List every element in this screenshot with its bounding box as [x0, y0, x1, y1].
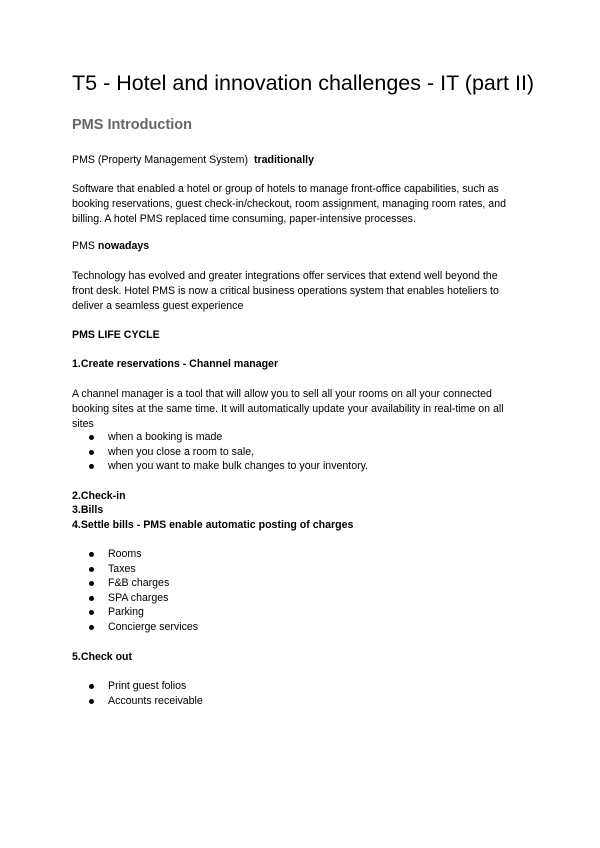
bullet-icon — [89, 464, 94, 469]
bullet-icon — [89, 567, 94, 572]
list-item: Rooms — [72, 547, 198, 562]
traditional-heading-emphasis: traditionally — [253, 154, 314, 166]
nowadays-heading-prefix: PMS — [72, 240, 95, 252]
list-item: Parking — [72, 605, 198, 620]
bullet-icon — [89, 610, 94, 615]
list-item: when a booking is made — [72, 430, 368, 445]
list-item: when you close a room to sale, — [72, 445, 368, 460]
paragraph-line: sites — [72, 418, 94, 430]
bullet-icon — [89, 625, 94, 630]
paragraph-line: A channel manager is a tool that will allow you to sell all your rooms on all your connected — [72, 388, 492, 400]
list-item: when you want to make bulk changes to your inventory. — [72, 459, 368, 474]
step3-heading: 3.Bills — [72, 504, 104, 516]
paragraph-line: Technology has evolved and greater integrations offer services that extend well beyond the — [72, 270, 498, 282]
step2-heading: 2.Check-in — [72, 490, 126, 502]
paragraph-line: deliver a seamless guest experience — [72, 300, 244, 312]
list-item: Print guest folios — [72, 679, 203, 694]
section-subtitle: PMS Introduction — [72, 117, 193, 133]
lifecycle-heading: PMS LIFE CYCLE — [72, 329, 160, 341]
paragraph-line: billing. A hotel PMS replaced time consuming, paper-intensive processes. — [72, 213, 416, 225]
list-item: F&B charges — [72, 576, 198, 591]
list-item: Accounts receivable — [72, 694, 203, 709]
list-item: Taxes — [72, 562, 198, 577]
charges-bullet-list — [72, 547, 198, 635]
traditional-heading — [72, 153, 314, 168]
list-item: SPA charges — [72, 591, 198, 606]
traditional-heading-prefix: PMS (Property Management System) — [72, 154, 249, 166]
bullet-icon — [89, 596, 94, 601]
channel-bullet-list — [72, 430, 368, 474]
nowadays-paragraph — [72, 269, 532, 314]
paragraph-line: front desk. Hotel PMS is now a critical business operations system that enables hoteliers to — [72, 285, 499, 297]
traditional-paragraph — [72, 182, 532, 227]
bullet-icon — [89, 699, 94, 704]
checkout-bullet-list — [72, 679, 203, 708]
bullet-icon — [89, 684, 94, 689]
paragraph-line: Software that enabled a hotel or group of hotels to manage front-office capabilities, such as — [72, 183, 499, 195]
channel-paragraph — [72, 387, 532, 432]
paragraph-line: booking reservations, guest check-in/checkout, room assignment, managing room rates, and — [72, 198, 506, 210]
step1-heading: 1.Create reservations - Channel manager — [72, 358, 279, 370]
bullet-icon — [89, 435, 94, 440]
bullet-icon — [89, 552, 94, 557]
paragraph-line: booking sites at the same time. It will automatically update your availability in real-time on all — [72, 403, 504, 415]
step5-heading: 5.Check out — [72, 651, 133, 663]
nowadays-heading — [72, 239, 149, 254]
step4-heading: 4.Settle bills - PMS enable automatic posting of charges — [72, 519, 354, 531]
list-item: Concierge services — [72, 620, 198, 635]
page-title: T5 - Hotel and innovation challenges - IT (part II) — [72, 71, 535, 95]
bullet-icon — [89, 581, 94, 586]
bullet-icon — [89, 450, 94, 455]
nowadays-heading-emphasis: nowadays — [97, 240, 150, 252]
